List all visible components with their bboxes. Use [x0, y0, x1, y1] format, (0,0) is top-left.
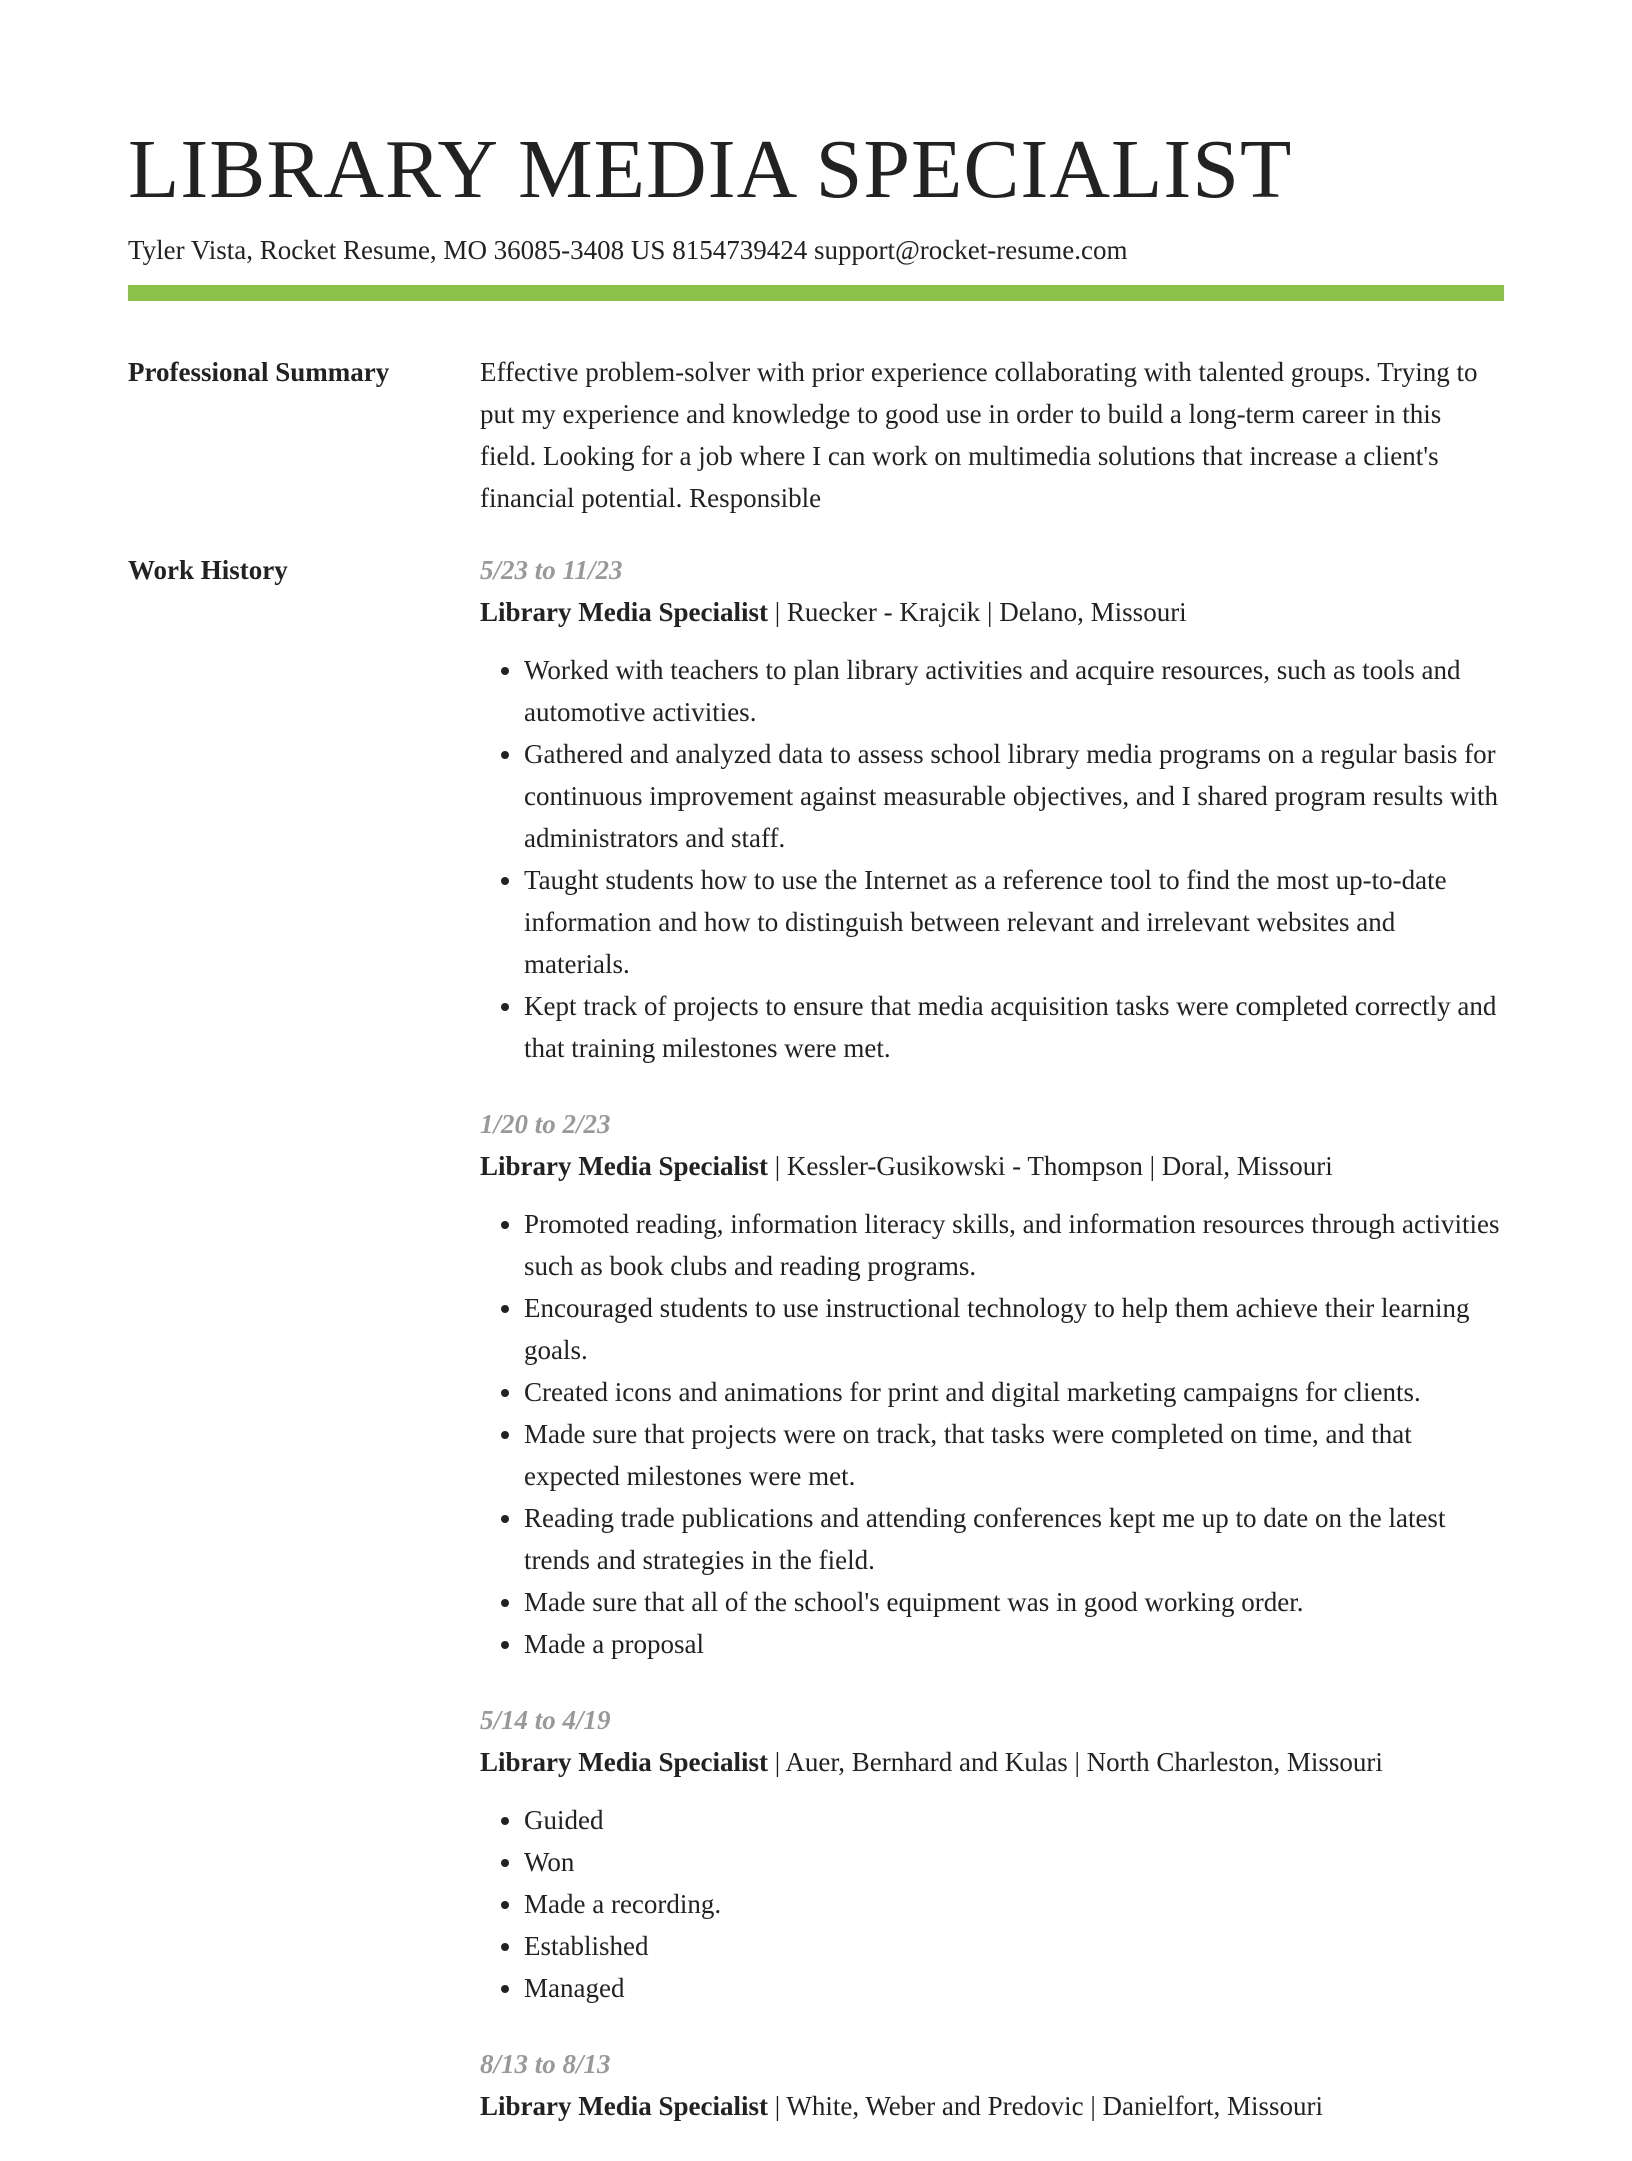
job-entry [480, 2043, 1504, 2127]
list-item: • Created icons and animations for print and digital marketing campaigns for clients. [524, 1371, 1504, 1413]
contact-line: Tyler Vista, Rocket Resume, MO 36085-3408 US 8154739424 support@rocket-resume.com [128, 235, 1128, 265]
job-details: | Auer, Bernhard and Kulas | North Charleston, Missouri [767, 1747, 1383, 1777]
list-item: • Promoted reading, information literacy skills, and information resources through activities such as book clubs and reading programs. [524, 1203, 1504, 1287]
job-details: | Kessler-Gusikowski - Thompson | Doral, Missouri [767, 1151, 1333, 1181]
list-item: • Taught students how to use the Internet as a reference tool to find the most up-to-date information and how to distinguish between relevant and irrelevant websites and materials. [524, 859, 1504, 985]
section-heading: Professional Summary [128, 357, 390, 387]
list-item: • Made sure that projects were on track, that tasks were completed on time, and that expected milestones were met. [524, 1413, 1504, 1497]
job-bullets [480, 649, 1504, 1069]
job-bullets [480, 1799, 1504, 2009]
professional-summary-section [128, 351, 1504, 519]
list-item: • Established [524, 1925, 1504, 1967]
job-heading [480, 2085, 1504, 2127]
job-title: Library Media Specialist [480, 2091, 768, 2121]
job-entry [480, 1103, 1504, 1665]
list-item: • Worked with teachers to plan library activities and acquire resources, such as tools and automotive activities. [524, 649, 1504, 733]
list-item: • Made sure that all of the school's equipment was in good working order. [524, 1581, 1504, 1623]
header-divider [128, 285, 1504, 301]
job-entry [480, 1699, 1504, 2009]
job-heading [480, 591, 1504, 633]
job-details: | White, Weber and Predovic | Danielfort, Missouri [767, 2091, 1324, 2121]
work-history-section [128, 549, 1504, 2161]
job-bullets [480, 1203, 1504, 1665]
job-dates: 1/20 to 2/23 [480, 1109, 611, 1139]
job-heading [480, 1145, 1504, 1187]
resume-header [128, 0, 1504, 301]
job-title: Library Media Specialist [480, 1747, 768, 1777]
job-dates: 5/23 to 11/23 [480, 555, 623, 585]
section-heading: Work History [128, 555, 288, 585]
list-item: • Guided [524, 1799, 1504, 1841]
list-item: • Gathered and analyzed data to assess school library media programs on a regular basis for continuous improvement against measurable objectives, and I shared program results with administrators and staff. [524, 733, 1504, 859]
job-title: Library Media Specialist [480, 597, 768, 627]
list-item: • Encouraged students to use instructional technology to help them achieve their learning goals. [524, 1287, 1504, 1371]
list-item: • Made a proposal [524, 1623, 1504, 1665]
job-dates: 5/14 to 4/19 [480, 1705, 611, 1735]
job-dates: 8/13 to 8/13 [480, 2049, 611, 2079]
list-item: • Made a recording. [524, 1883, 1504, 1925]
list-item: • Kept track of projects to ensure that media acquisition tasks were completed correctly and that training milestones were met. [524, 985, 1504, 1069]
job-title: Library Media Specialist [480, 1151, 768, 1181]
page-title: LIBRARY MEDIA SPECIALIST [128, 123, 1293, 216]
list-item: • Won [524, 1841, 1504, 1883]
job-details: | Ruecker - Krajcik | Delano, Missouri [767, 597, 1187, 627]
list-item: • Reading trade publications and attending conferences kept me up to date on the latest trends and strategies in the field. [524, 1497, 1504, 1581]
summary-text: Effective problem-solver with prior experience collaborating with talented groups. Trying to put my experience and knowledge to good use in order to build a long-term career in this field. Looking for a job where I can work on multimedia solutions that increase a client's financial potential. Responsible [480, 357, 1478, 513]
job-list [480, 549, 1504, 2161]
job-heading [480, 1741, 1504, 1783]
list-item: • Managed [524, 1967, 1504, 2009]
job-entry [480, 549, 1504, 1069]
